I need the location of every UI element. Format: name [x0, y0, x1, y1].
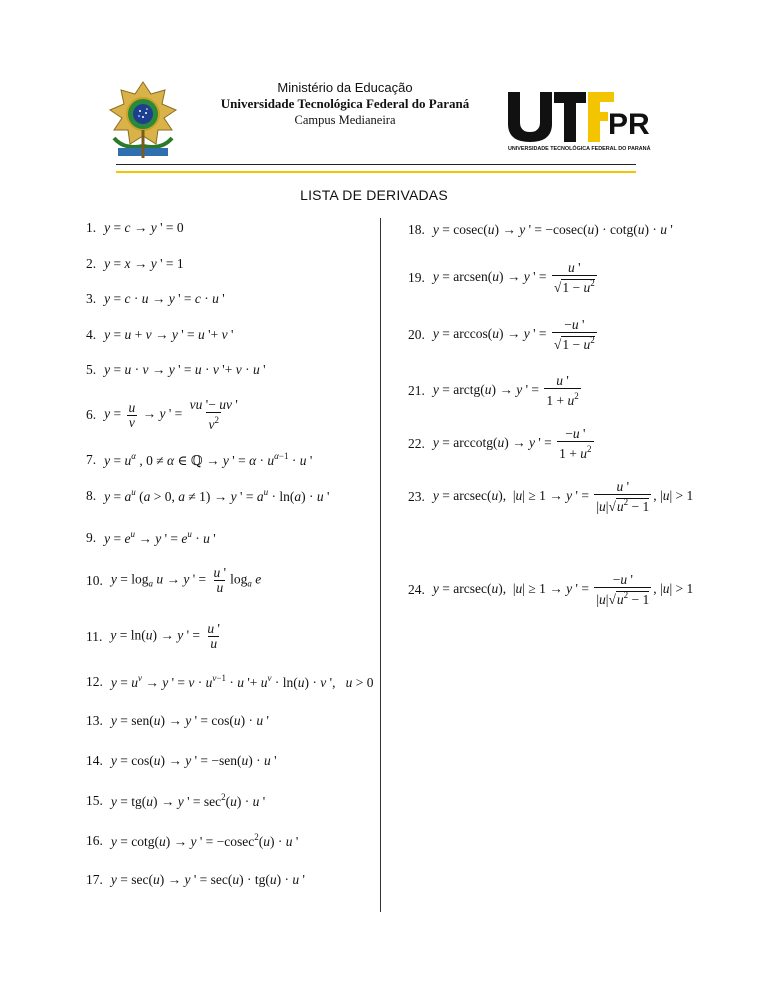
formula-number: 21. — [408, 383, 425, 398]
formula-item-1 — [86, 220, 184, 236]
formula-expression: y = c · u → y ' = c · u ' — [104, 291, 225, 306]
brazil-coat-of-arms-emblem — [104, 80, 182, 160]
formula-expression: y = cotg(u) → y ' = −cosec$^2$(u) · u ' — [110, 832, 299, 849]
formula-number: 14. — [86, 753, 103, 768]
campus-name: Campus Medianeira — [294, 113, 396, 127]
university-name: Universidade Tecnológica Federal do Paraná — [220, 96, 470, 111]
formula-expression: y = arccos(u) → y ' = $\frac{-u '}{√1 - u^2}$ — [432, 317, 595, 352]
formula-number: 6. — [86, 407, 97, 422]
formula-expression: $y = a^u$ (a > 0, a ≠ 1) → y ' = $a^u \cdot \ln(a) \cdot u$ ' — [104, 487, 330, 504]
utfpr-logo — [506, 90, 662, 152]
formula-expression: $y = \log_a u \to y$ ' = $\frac{u '}{u}$ $\log_a e$ — [110, 565, 262, 595]
formula-expression: y = u + v → y ' = u '+ v ' — [104, 327, 234, 342]
formula-expression: y = sen(u) → y ' = cos(u) · u ' — [110, 713, 269, 728]
formula-expression: y = cos(u) → y ' = −sen(u) · u ' — [110, 753, 277, 768]
formula-item-22 — [408, 427, 596, 461]
formula-number: 24. — [408, 582, 425, 597]
formula-number: 12. — [86, 674, 103, 689]
formula-number: 17. — [86, 872, 103, 887]
formula-item-15 — [86, 792, 265, 810]
formula-number: 20. — [408, 327, 425, 342]
formula-item-4 — [86, 327, 233, 343]
formula-number: 2. — [86, 256, 97, 271]
formula-item-23 — [408, 480, 693, 514]
formula-number: 5. — [86, 362, 97, 377]
formula-number: 23. — [408, 489, 425, 504]
formula-number: 4. — [86, 327, 97, 342]
formula-expression: $y = e^u \to y$ ' = $e^u \cdot u$ ' — [104, 529, 216, 546]
formula-expression: y = tg(u) → y ' = $\sec^2(u) \cdot u$ ' — [110, 792, 266, 809]
formula-item-20 — [408, 318, 599, 352]
header-rule-yellow — [116, 171, 636, 173]
formula-number: 15. — [86, 793, 103, 808]
formula-item-11 — [86, 622, 224, 651]
formula-item-12 — [86, 673, 373, 691]
logo-subtitle-text: UNIVERSIDADE TECNOLÓGICA FEDERAL DO PARANÁ — [508, 146, 651, 152]
formula-item-24 — [408, 573, 693, 607]
formula-number: 1. — [86, 220, 97, 235]
institution-block — [190, 80, 500, 128]
formula-item-7 — [86, 451, 312, 469]
page-title: LISTA DE DERIVADAS — [300, 187, 448, 203]
formula-expression: y = arcsec(u), |u| ≥ 1 → y ' = $\frac{-u '}{|u|√u^2 - 1}$ , |u| > 1 — [432, 572, 694, 607]
formula-number: 19. — [408, 270, 425, 285]
document-header — [0, 0, 768, 185]
ministry-name: Ministério da Educação — [277, 80, 413, 95]
header-rule-black — [116, 164, 636, 165]
formula-item-19 — [408, 261, 599, 295]
formula-number: 11. — [86, 628, 103, 644]
formula-expression: y = arccotg(u) → y ' = $\frac{-u '}{1 + u^2}$ — [432, 426, 592, 461]
formula-expression: $y = u^\alpha$ , 0 ≠ α ∈ ℚ → y ' = $\alpha \cdot u^{\alpha-1} \cdot u$ ' — [104, 451, 313, 468]
formula-number: 13. — [86, 713, 103, 728]
formula-item-18 — [408, 222, 673, 238]
formula-item-6 — [86, 398, 242, 432]
formula-item-21 — [408, 374, 583, 408]
formula-item-13 — [86, 713, 269, 729]
formula-expression: y = $\frac{u}{v}$ → y ' = $\frac{vu '- uv '}{v^2}$ — [104, 397, 238, 432]
formula-item-3 — [86, 291, 225, 307]
formula-item-2 — [86, 256, 184, 272]
formula-item-17 — [86, 872, 305, 888]
formula-item-10 — [86, 566, 261, 595]
formula-expression: y = ln(u) → y ' = $\frac{u '}{u}$ — [110, 621, 220, 651]
formula-expression: y = c → y ' = 0 — [104, 220, 184, 235]
formula-expression: y = sec(u) → y ' = sec(u) · tg(u) · u ' — [110, 872, 305, 887]
formula-item-9 — [86, 529, 216, 547]
formula-number: 10. — [86, 572, 103, 588]
formula-item-8 — [86, 487, 329, 505]
formula-item-5 — [86, 362, 266, 378]
formula-expression: y = arcsen(u) → y ' = $\frac{u '}{√1 - u^2}$ — [432, 260, 595, 295]
formula-number: 7. — [86, 452, 97, 467]
formula-number: 16. — [86, 833, 103, 848]
formula-expression: y = x → y ' = 1 — [104, 256, 184, 271]
formula-expression: y = arcsec(u), |u| ≥ 1 → y ' = $\frac{u '}{|u|√u^2 - 1}$ , |u| > 1 — [432, 479, 694, 514]
formula-number: 18. — [408, 222, 425, 237]
logo-pr-text: PR — [608, 108, 650, 141]
formula-expression: y = cosec(u) → y ' = −cosec(u) · cotg(u) · u ' — [432, 222, 673, 237]
formula-item-14 — [86, 753, 277, 769]
column-divider — [380, 218, 381, 912]
formula-expression: y = arctg(u) → y ' = $\frac{u '}{1 + u^2}$ — [432, 373, 579, 408]
formula-number: 9. — [86, 530, 97, 545]
formula-expression: y = u · v → y ' = u · v '+ v · u ' — [104, 362, 266, 377]
formula-expression: $y = u^v \to y$ ' = $v \cdot u^{v-1} \cdot u$ '+ $u^v \cdot \ln(u) \cdot v$ ', u > 0 — [110, 673, 374, 690]
formula-item-16 — [86, 832, 298, 850]
formula-number: 22. — [408, 436, 425, 451]
formula-number: 3. — [86, 291, 97, 306]
formula-number: 8. — [86, 488, 97, 503]
